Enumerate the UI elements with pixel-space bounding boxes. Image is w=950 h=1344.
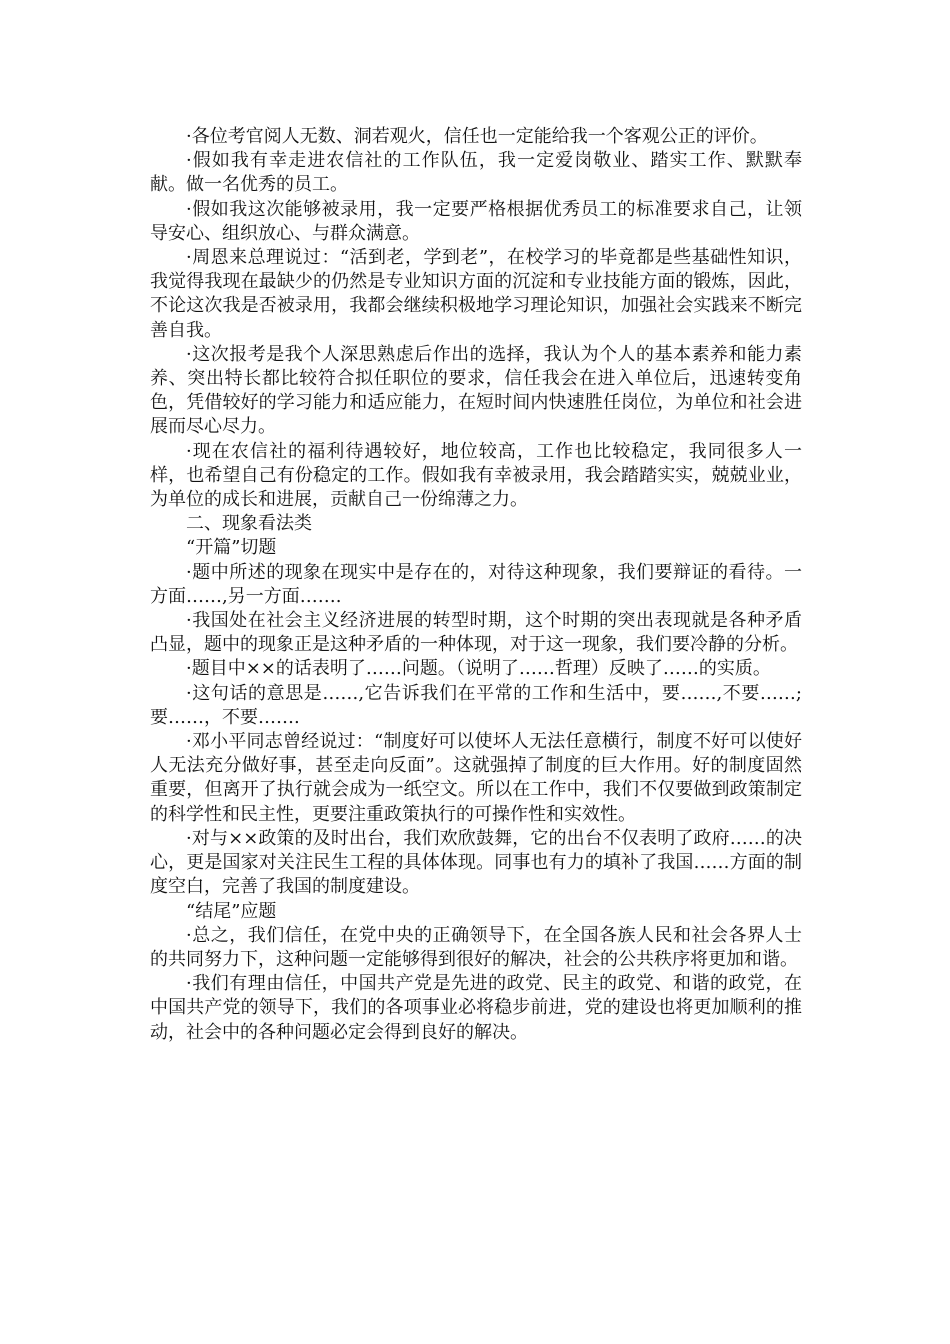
- paragraph: ·我国处在社会主义经济进展的转型时期，这个时期的突出表现就是各种矛盾凸显，题中的现象正是这种矛盾的一种体现，对于这一现象，我们要冷静的分析。: [150, 610, 802, 656]
- paragraph: ·这句话的意思是……,它告诉我们在平常的工作和生活中，要……,不要……;要……，不要…….: [150, 682, 802, 728]
- paragraph: ·题中所述的现象在现实中是存在的，对待这种现象，我们要辩证的看待。一方面……,另一方面…….: [150, 561, 802, 607]
- subsection-heading: “开篇”切题: [186, 537, 277, 559]
- paragraph: ·假如我这次能够被录用，我一定要严格根据优秀员工的标准要求自己，让领导安心、组织放心、与群众满意。: [150, 198, 802, 244]
- paragraph: ·周恩来总理说过：“活到老，学到老”，在校学习的毕竟都是些基础性知识，我觉得我现在最缺少的仍然是专业知识方面的沉淀和专业技能方面的锻炼，因此，不论这次我是否被录用，我都会继续积极地学习理论知识，加强社会实践来不断完善自我。: [150, 247, 802, 341]
- subsection-heading: “结尾”应题: [186, 900, 277, 922]
- paragraph: ·对与××政策的及时出台，我们欢欣鼓舞，它的出台不仅表明了政府……的决心，更是国家对关注民生工程的具体体现。同事也有力的填补了我国……方面的制度空白，完善了我国的制度建设。: [150, 827, 802, 898]
- paragraph: ·假如我有幸走进农信社的工作队伍，我一定爱岗敬业、踏实工作、默默奉献。做一名优秀的员工。: [150, 150, 802, 196]
- paragraph: ·现在农信社的福利待遇较好，地位较高，工作也比较稳定，我同很多人一样，也希望自己有份稳定的工作。假如我有幸被录用，我会踏踏实实，兢兢业业，为单位的成长和进展，贡献自己一份绵薄之力。: [150, 440, 802, 511]
- paragraph: ·题目中××的话表明了……问题。（说明了……哲理）反映了……的实质。: [186, 658, 771, 680]
- paragraph: ·我们有理由信任，中国共产党是先进的政党、民主的政党、和谐的政党，在中国共产党的领导下，我们的各项事业必将稳步前进，党的建设也将更加顺利的推动，社会中的各种问题必定会得到良好的解决。: [150, 973, 802, 1043]
- document-body: [150, 125, 802, 1045]
- paragraph: ·邓小平同志曾经说过：“制度好可以使坏人无法任意横行，制度不好可以使好人无法充分做好事，甚至走向反面”。这就强掉了制度的巨大作用。好的制度固然重要，但离开了执行就会成为一纸空文。所以在工作中，我们不仅要做到政策制定的科学性和民主性，更要注重政策执行的可操作性和实效性。: [150, 731, 802, 825]
- paragraph: ·总之，我们信任，在党中央的正确领导下，在全国各族人民和社会各界人士的共同努力下，这种问题一定能够得到很好的解决，社会的公共秩序将更加和谐。: [150, 924, 802, 970]
- paragraph: ·这次报考是我个人深思熟虑后作出的选择，我认为个人的基本素养和能力素养、突出特长都比较符合拟任职位的要求，信任我会在进入单位后，迅速转变角色，凭借较好的学习能力和适应能力，在短时间内快速胜任岗位，为单位和社会进展而尽心尽力。: [150, 343, 802, 438]
- section-heading: 二、现象看法类: [186, 513, 312, 535]
- paragraph: ·各位考官阅人无数、洞若观火，信任也一定能给我一个客观公正的评价。: [186, 126, 768, 147]
